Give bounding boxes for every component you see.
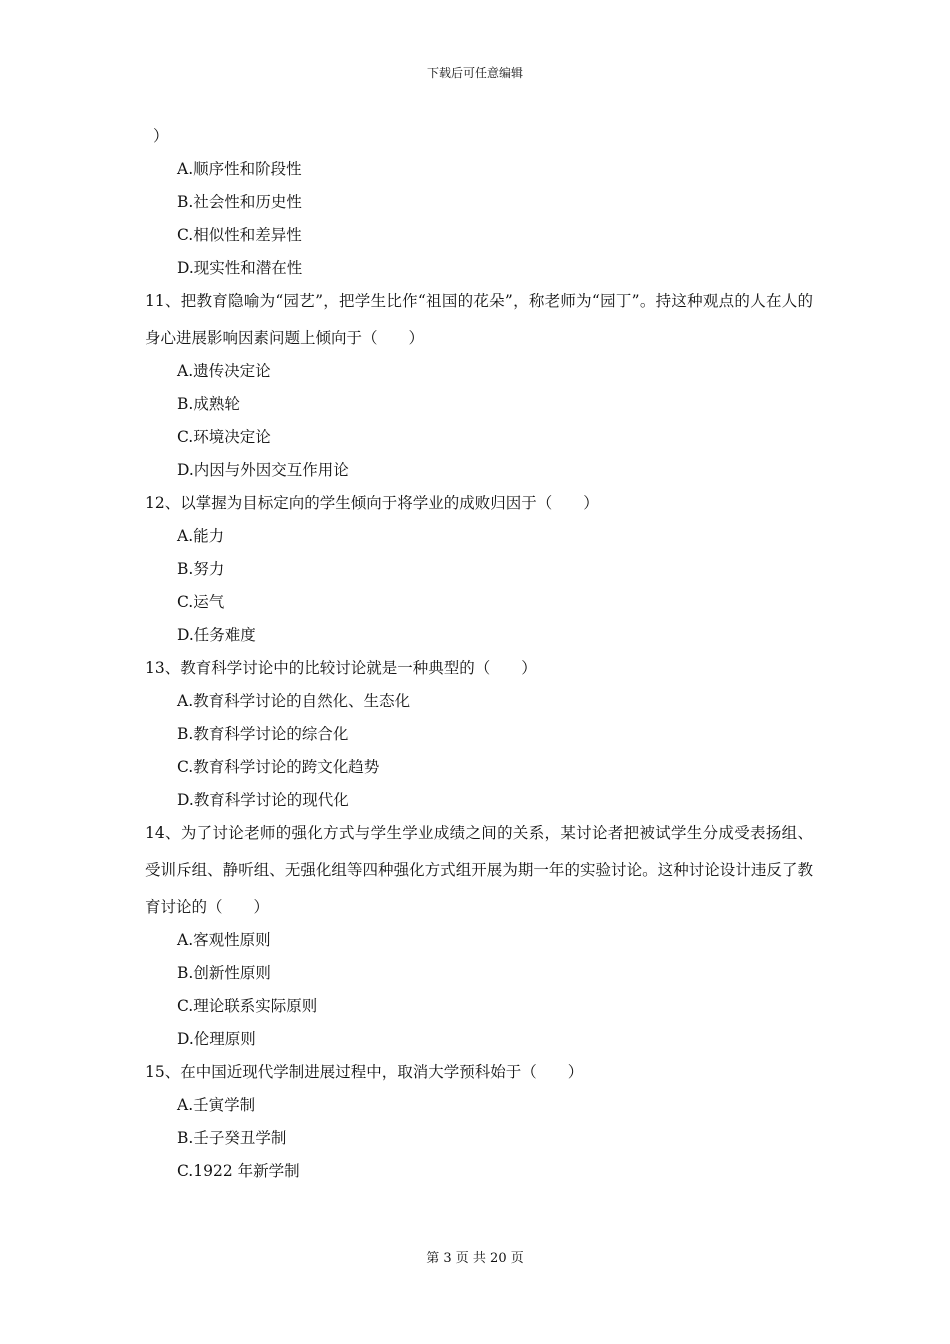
option: D.内因与外因交互作用论	[177, 461, 349, 479]
option: D.现实性和潜在性	[177, 259, 303, 277]
option: A.遗传决定论	[177, 362, 271, 380]
option: A.壬寅学制	[177, 1096, 256, 1114]
option: A.教育科学讨论的自然化、生态化	[177, 692, 411, 710]
question-11	[145, 283, 813, 487]
option: C.运气	[177, 593, 225, 611]
option: C.1922 年新学制	[177, 1162, 300, 1180]
option: B.成熟轮	[177, 395, 240, 413]
option: D.伦理原则	[177, 1030, 256, 1048]
question-continuation: ）	[153, 127, 169, 145]
document-body	[145, 120, 813, 1188]
option: B.壬子癸丑学制	[177, 1129, 287, 1147]
option: C.相似性和差异性	[177, 226, 302, 244]
option: C.环境决定论	[177, 428, 271, 446]
option: D.任务难度	[177, 626, 256, 644]
question-text: 11、把教育隐喻为“园艺”，把学生比作“祖国的花朵”，称老师为“园丁”。持这种观点的人在人的身心进展影响因素问题上倾向于（ ）	[145, 292, 813, 347]
continuation-options	[145, 153, 813, 285]
question-text: 14、为了讨论老师的强化方式与学生学业成绩之间的关系，某讨论者把被试学生分成受表扬组、受训斥组、静听组、无强化组等四种强化方式组开展为期一年的实验讨论。这种讨论设计违反了教育讨论的（ ）	[145, 824, 813, 916]
page-footer: 第 3 页 共 20 页	[426, 1251, 524, 1266]
question-text: 15、在中国近现代学制进展过程中，取消大学预科始于（ ）	[145, 1063, 584, 1081]
option: B.社会性和历史性	[177, 193, 302, 211]
option: C.理论联系实际原则	[177, 997, 318, 1015]
option: D.教育科学讨论的现代化	[177, 791, 349, 809]
option: A.顺序性和阶段性	[177, 160, 302, 178]
page-header: 下载后可任意编辑	[426, 66, 523, 80]
option: B.创新性原则	[177, 964, 271, 982]
option: A.客观性原则	[177, 931, 271, 949]
option: A.能力	[177, 527, 225, 545]
question-14	[145, 815, 813, 1056]
option: B.教育科学讨论的综合化	[177, 725, 349, 743]
question-12	[145, 487, 813, 652]
option: C.教育科学讨论的跨文化趋势	[177, 758, 380, 776]
option: B.努力	[177, 560, 225, 578]
question-text: 12、以掌握为目标定向的学生倾向于将学业的成败归因于（ ）	[145, 494, 599, 512]
question-15	[145, 1056, 813, 1188]
question-13	[145, 652, 813, 817]
question-text: 13、教育科学讨论中的比较讨论就是一种典型的（ ）	[145, 659, 537, 677]
